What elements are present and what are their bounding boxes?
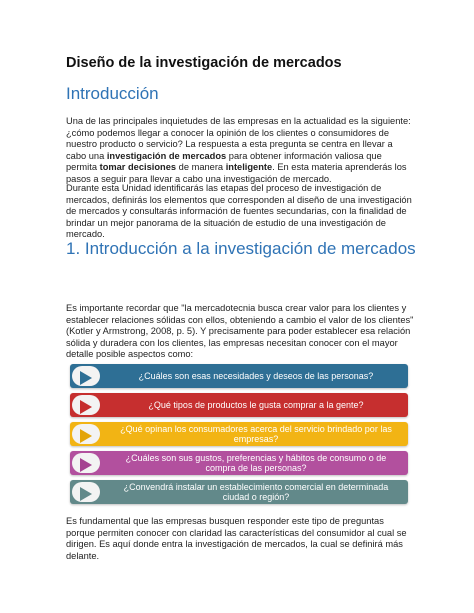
intro-heading: Introducción — [66, 84, 159, 103]
question-text: ¿Cuáles son esas necesidades y deseos de las personas? — [138, 370, 374, 381]
text-run: . En esta materia aprenderás los pasos a seguir para llevar a cabo una investigación de mercado. — [66, 162, 407, 184]
tab — [72, 424, 100, 444]
question-bar — [70, 480, 408, 504]
arrow-right-icon — [80, 458, 92, 472]
question-bar — [70, 422, 408, 446]
question-bar — [70, 451, 408, 475]
tab — [72, 366, 100, 386]
intro-paragraph — [66, 116, 414, 186]
arrow-right-icon — [80, 429, 92, 443]
arrow-right-icon — [80, 487, 92, 501]
question-text: ¿Cuáles son sus gustos, preferencias y hábitos de consumo o de compra de las personas? — [125, 452, 387, 473]
tab — [72, 395, 100, 415]
question-text: ¿Qué opinan los consumadores acerca del servicio brindado por las empresas? — [120, 423, 392, 444]
section-heading: 1. Introducción a la investigación de mercados — [66, 239, 416, 258]
arrow-right-icon — [80, 371, 92, 385]
question-text: ¿Qué tipos de productos le gusta comprar a la gente? — [148, 399, 364, 410]
question-bar — [70, 364, 408, 388]
unit-paragraph: Durante esta Unidad identificarás las etapas del proceso de investigación de mercados, definirás los elementos que corresponden al diseño de una investigación de mercados y consultarás información de fuentes secundarias, con la finalidad de brindar un mejor panorama de la situación de estudio de una investigación de mercado. — [66, 183, 412, 240]
tab — [72, 453, 100, 473]
text-run: Una de las principales inquietudes de las empresas en la actualidad es la siguiente: ¿cómo podemos llegar a conocer la opinión de los clientes o consumidores de nuestro producto o servicio? La respuesta a esta pregunta se centra en llevar a cabo una — [66, 116, 411, 161]
tab — [72, 482, 100, 502]
text-run: para obtener información valiosa que permita — [66, 150, 382, 173]
document-title: Diseño de la investigación de mercados — [66, 55, 342, 71]
marketing-paragraph: Es importante recordar que "la mercadotecnia busca crear valor para los clientes y establecer relaciones sólidas con ellos, obteniendo a cambio el valor de los clientes" (Kotler y Armstrong, 2008, p. 5). Y precisamente para poder establecer esa relación sólida y duradera con los clientes, las empresas necesitan conocer con el mayor detalle posible aspectos como: — [66, 303, 414, 360]
bold-term: tomar decisiones — [99, 162, 177, 173]
bold-term: inteligente — [225, 162, 273, 173]
arrow-right-icon — [80, 400, 92, 414]
bold-term: investigación de mercados — [106, 150, 227, 161]
question-bar — [70, 393, 408, 417]
question-text: ¿Convendrá instalar un establecimiento comercial en determinada ciudad o región? — [123, 481, 389, 502]
text-run: de manera — [176, 162, 226, 173]
closing-paragraph: Es fundamental que las empresas busquen responder este tipo de preguntas porque permiten conocer con claridad las características del consumidor al cual se dirigen. Es aquí donde entra la investigación de mercados, la cual se definirá más delante. — [66, 516, 407, 561]
